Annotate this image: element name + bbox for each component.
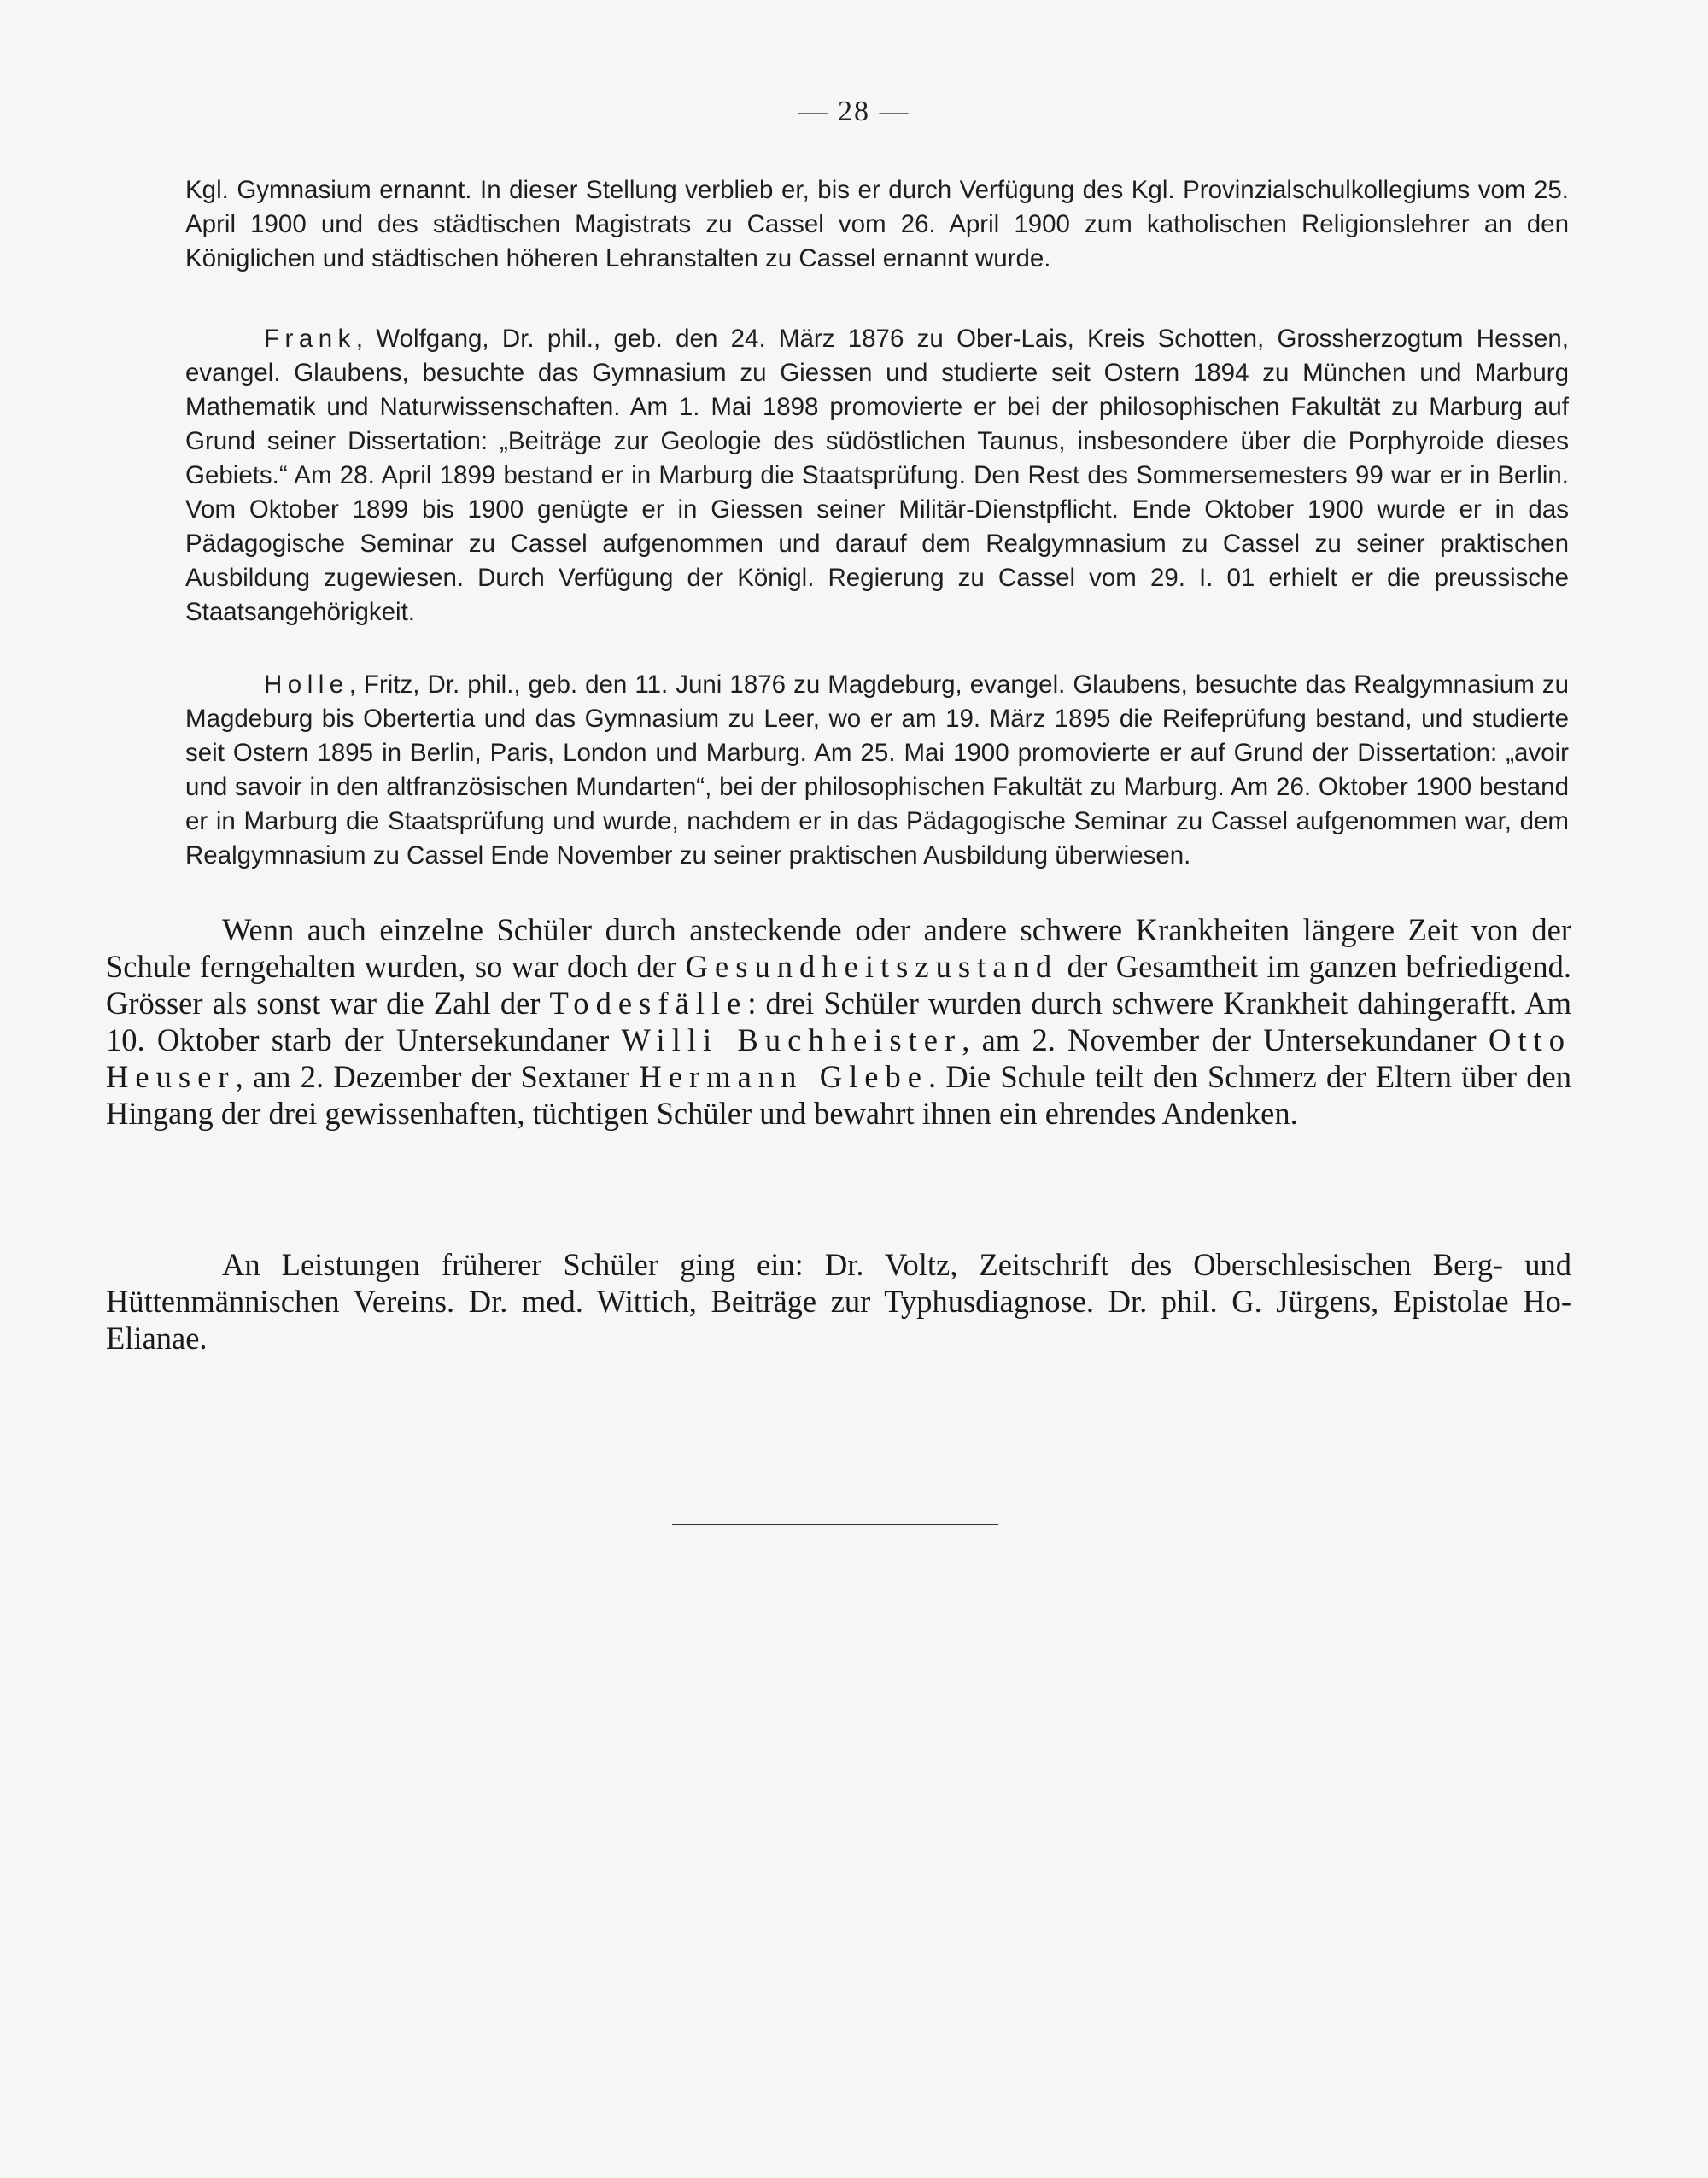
paragraph-gesundheitszustand: Wenn auch einzelne Schüler durch ansteckende oder andere schwere Krankheiten längere Zeit von der Schule ferngehalten wurden, so war doch der Gesundheitszustand der Gesamtheit im ganzen befriedigend. Grösser als sonst war die Zahl der Todesfälle: drei Schüler wurden durch schwere Krankheit dahingerafft. Am 10. Oktober starb der Untersekundaner Willi Buchheister, am 2. November der Untersekundaner Otto Heuser, am 2. Dezember der Sextaner Hermann Glebe. Die Schule teilt den Schmerz der Eltern über den Hingang der drei gewissenhaften, tüchtigen Schüler und bewahrt ihnen ein ehrendes Andenken.	[106, 912, 1571, 1131]
person-name-frank: Frank	[264, 325, 356, 353]
paragraph-frank	[185, 322, 1569, 629]
paragraph-frank-text: , Wolfgang, Dr. phil., geb. den 24. März 1876 zu Ober-Lais, Kreis Schotten, Grossherzogtum Hessen, evangel. Glaubens, besuchte das Gymnasium zu Giessen und studierte seit Ostern 1894 zu München und Marburg Mathematik und Naturwissenschaften. Am 1. Mai 1898 promovierte er bei der philosophischen Fakultät zu Marburg auf Grund seiner Dissertation: „Beiträge zur Geologie des südöstlichen Taunus, insbesondere über die Porphyroide dieses Gebiets.“ Am 28. April 1899 bestand er in Marburg die Staatsprüfung. Den Rest des Sommersemesters 99 war er in Berlin. Vom Oktober 1899 bis 1900 genügte er in Giessen seiner Militär-Dienstpflicht. Ende Oktober 1900 wurde er in das Pädagogische Seminar zu Cassel aufgenommen und darauf dem Realgymnasium zu Cassel zu seiner praktischen Ausbildung zugewiesen. Durch Verfügung der Königl. Regierung zu Cassel vom 29. I. 01 erhielt er die preussische Staatsangehörigkeit.	[185, 325, 1569, 626]
person-name-holle: Holle	[264, 670, 349, 699]
name-willi-buchheister: Willi Buchheister	[621, 1022, 962, 1057]
page-number: — 28 —	[798, 96, 910, 127]
name-hermann-glebe: Hermann Glebe	[639, 1059, 929, 1094]
closing-rule	[672, 1524, 998, 1525]
emphasis-gesundheitszustand: Gesundheitszustand	[685, 949, 1059, 984]
paragraph-holle-text: , Fritz, Dr. phil., geb. den 11. Juni 1876 zu Magdeburg, evangel. Glaubens, besuchte das Realgymnasium zu Magdeburg bis Obertertia und das Gymnasium zu Leer, wo er am 19. März 1895 die Reifeprüfung bestand, und studierte seit Ostern 1895 in Berlin, Paris, London und Marburg. Am 25. Mai 1900 promovierte er auf Grund der Dissertation: „avoir und savoir in den altfranzösischen Mundarten“, bei der philosophischen Fakultät zu Marburg. Am 26. Oktober 1900 bestand er in Marburg die Staatsprüfung und wurde, nachdem er in das Pädagogische Seminar zu Cassel aufgenommen war, dem Realgymnasium zu Cassel Ende November zu seiner praktischen Ausbildung überwiesen.	[185, 670, 1569, 869]
paragraph-kgl-gymnasium: Kgl. Gymnasium ernannt. In dieser Stellung verblieb er, bis er durch Verfügung des Kgl. Provinzialschulkollegiums vom 25. April 1900 und des städtischen Magistrats zu Cassel vom 26. April 1900 zum katholischen Religionslehrer an den Königlichen und städtischen höheren Lehranstalten zu Cassel ernannt wurde.	[185, 176, 1569, 272]
paragraph-holle	[185, 668, 1569, 873]
name-otto-heuser: Otto Heuser	[106, 1022, 1571, 1094]
paragraph-leistungen: An Leistungen früherer Schüler ging ein: Dr. Voltz, Zeitschrift des Oberschlesischen Berg- und Hüttenmännischen Vereins. Dr. med. Wittich, Beiträge zur Typhusdiagnose. Dr. phil. G. Jürgens, Epistolae Ho-Elianae.	[106, 1247, 1571, 1355]
emphasis-todesfaelle: Todesfälle	[549, 986, 748, 1021]
